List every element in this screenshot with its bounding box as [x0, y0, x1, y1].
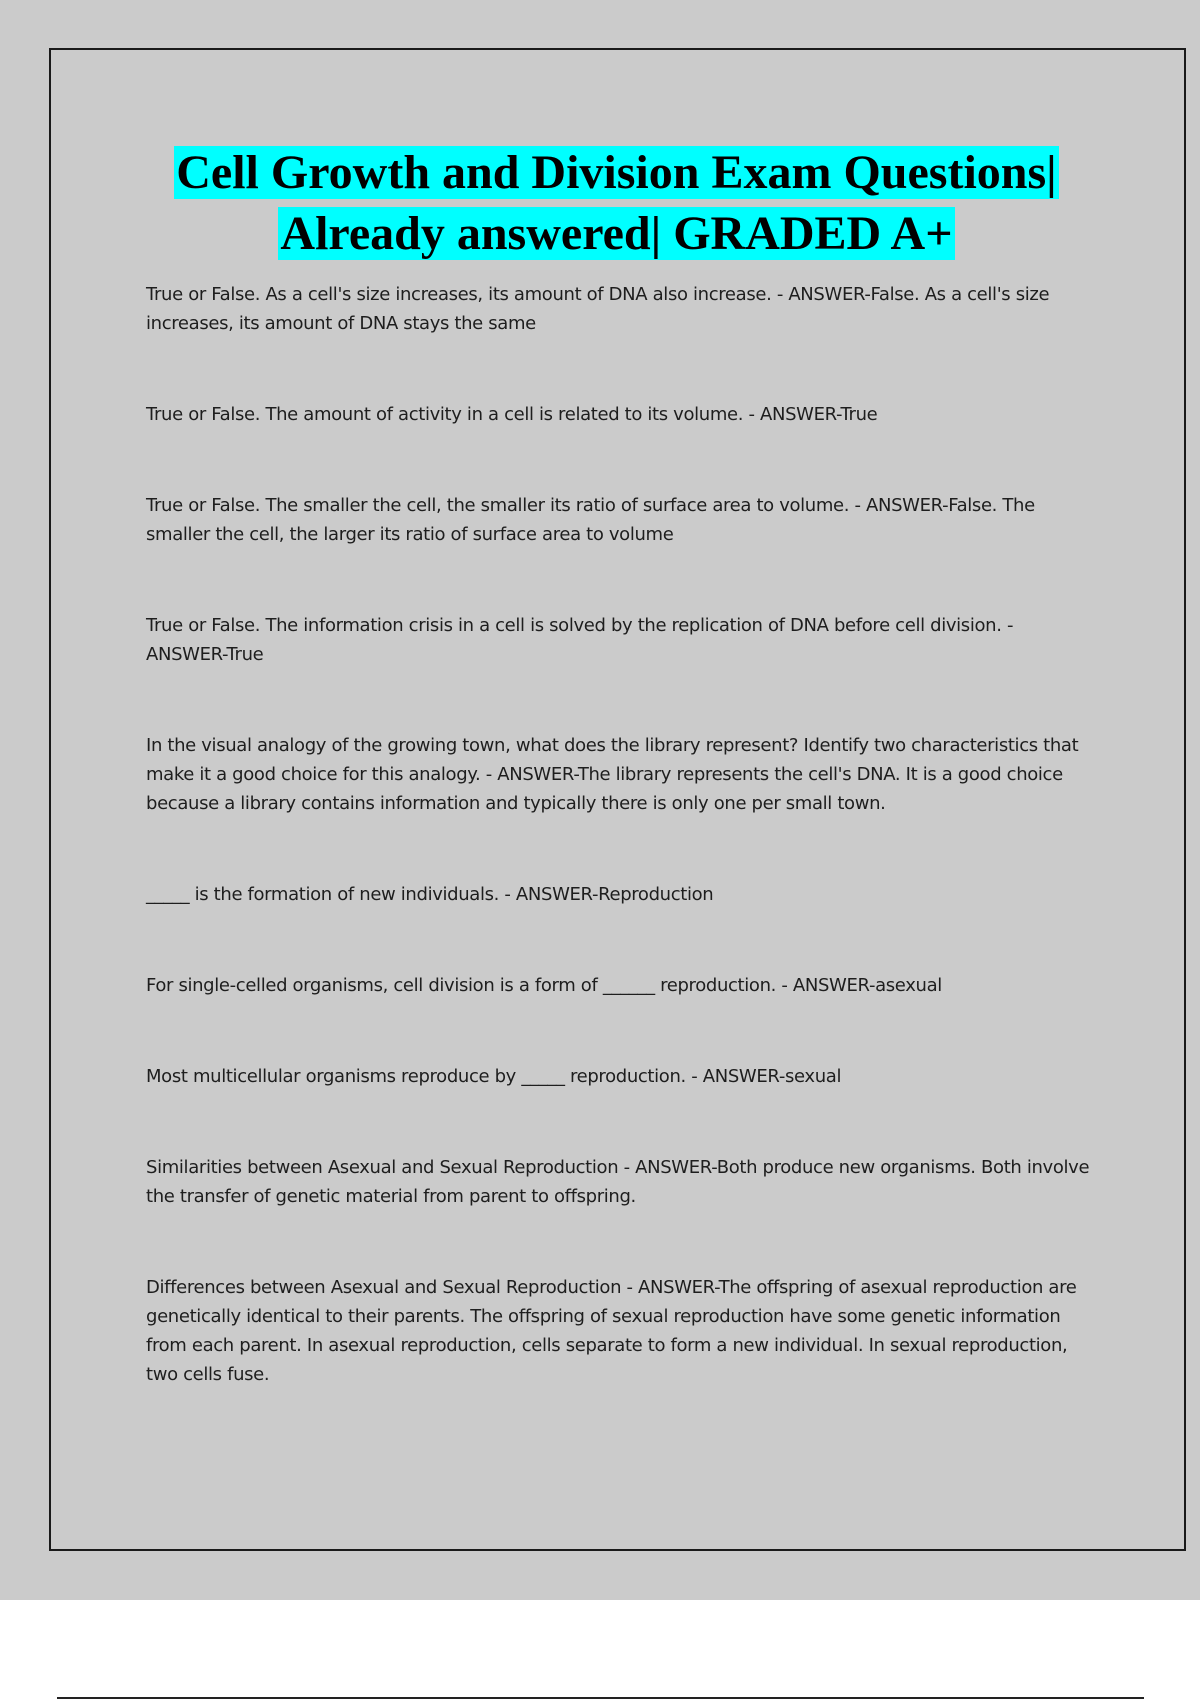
qa-item-7: For single-celled organisms, cell division is a form of ______ reproduction. - ANSWER-asexual [146, 975, 942, 996]
qa-list [146, 280, 1096, 1451]
title-line-2: Already answered| GRADED A+ [280, 207, 953, 260]
qa-item-4: True or False. The information crisis in a cell is solved by the replication of DNA before cell division. - ANSWER-True [146, 615, 1014, 665]
qa-item-2: True or False. The amount of activity in a cell is related to its volume. - ANSWER-True [146, 404, 878, 425]
qa-item-6: _____ is the formation of new individuals. - ANSWER-Reproduction [146, 884, 714, 905]
qa-item-10: Differences between Asexual and Sexual Reproduction - ANSWER-The offspring of asexual reproduction are genetically identical to their parents. The offspring of sexual reproduction have some genetic information from each parent. In asexual reproduction, cells separate to form a new individual. In sexual reproduction, two cells fuse. [146, 1277, 1077, 1385]
qa-item-1: True or False. As a cell's size increases, its amount of DNA also increase. - ANSWER-False. As a cell's size increases, its amount of DNA stays the same [146, 284, 1050, 334]
document-title [0, 142, 1200, 264]
title-line-1: Cell Growth and Division Exam Questions| [176, 146, 1057, 199]
qa-item-3: True or False. The smaller the cell, the smaller its ratio of surface area to volume. - ANSWER-False. The smaller the cell, the larger its ratio of surface area to volume [146, 495, 1035, 545]
qa-item-5: In the visual analogy of the growing town, what does the library represent? Identify two characteristics that make it a good choice for this analogy. - ANSWER-The library represents the cell's DNA. It is a good choice because a library contains information and typically there is only one per small town. [146, 735, 1079, 814]
qa-item-9: Similarities between Asexual and Sexual Reproduction - ANSWER-Both produce new organisms. Both involve the transfer of genetic material from parent to offspring. [146, 1157, 1090, 1207]
footer-divider [57, 1697, 1144, 1699]
qa-item-8: Most multicellular organisms reproduce by _____ reproduction. - ANSWER-sexual [146, 1066, 842, 1087]
